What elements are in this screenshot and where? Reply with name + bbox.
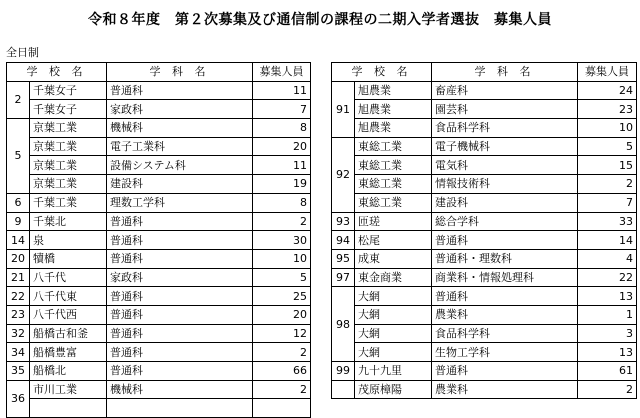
- table-row: [332, 305, 637, 324]
- table-row: [332, 249, 637, 268]
- school-number: 91: [332, 81, 355, 137]
- page-title: 令和８年度 第２次募集及び通信制の課程の二期入学者選抜 募集人員: [88, 12, 552, 28]
- table-row: [7, 287, 311, 306]
- course-name: 電子工業科: [107, 137, 253, 156]
- course-name: 家政科: [107, 100, 253, 119]
- enrollment-count: 22: [578, 268, 637, 287]
- school-name: 九十九里: [355, 362, 432, 381]
- school-name: 松尾: [355, 231, 432, 250]
- enrollment-count: 7: [578, 193, 637, 212]
- school-name: 船橋豊富: [30, 343, 107, 362]
- enrollment-count: 20: [253, 137, 311, 156]
- school-name: 千葉女子: [30, 81, 107, 100]
- enrollment-count: 14: [578, 231, 637, 250]
- enrollment-count: 2: [253, 343, 311, 362]
- school-number: 22: [7, 287, 30, 306]
- table-row: [7, 137, 311, 156]
- school-number: 93: [332, 212, 355, 231]
- enrollment-count: [253, 399, 311, 418]
- table-row: [7, 305, 311, 324]
- table-row: [7, 156, 311, 175]
- enrollment-count: 10: [578, 119, 637, 138]
- course-name: 普通科: [107, 343, 253, 362]
- school-number: 94: [332, 231, 355, 250]
- school-name: 匝瑳: [355, 212, 432, 231]
- school-name: 千葉女子: [30, 100, 107, 119]
- enrollment-count: 8: [253, 193, 311, 212]
- table-row: [332, 156, 637, 175]
- enrollment-count: 12: [253, 324, 311, 343]
- header-course: 学 科 名: [107, 63, 253, 82]
- school-name: 成東: [355, 249, 432, 268]
- table-row: [332, 119, 637, 138]
- school-name: 千葉北: [30, 212, 107, 231]
- course-name: 建設科: [107, 175, 253, 194]
- school-name: 東総工業: [355, 175, 432, 194]
- enrollment-count: 4: [578, 249, 637, 268]
- school-number: 14: [7, 231, 30, 250]
- table-row: [332, 324, 637, 343]
- header-row: [332, 63, 637, 82]
- table-row: [7, 343, 311, 362]
- school-name: 八千代: [30, 268, 107, 287]
- table-row: [7, 249, 311, 268]
- table-row: [332, 287, 637, 306]
- enrollment-count: 10: [253, 249, 311, 268]
- course-name: [107, 399, 253, 418]
- school-name: 茂原樟陽: [355, 380, 432, 399]
- course-name: 普通科: [107, 287, 253, 306]
- school-number: 9: [7, 212, 30, 231]
- school-number: 23: [7, 305, 30, 324]
- enrollment-count: 5: [253, 268, 311, 287]
- table-row: [332, 137, 637, 156]
- enrollment-count: 2: [578, 175, 637, 194]
- enrollment-count: 2: [253, 380, 311, 399]
- school-number: 36: [7, 380, 30, 417]
- table-row: [7, 399, 311, 418]
- school-name: 東総工業: [355, 193, 432, 212]
- school-name: 京葉工業: [30, 137, 107, 156]
- course-name: 設備システム科: [107, 156, 253, 175]
- table-row: [7, 212, 311, 231]
- school-name: 船橋古和釜: [30, 324, 107, 343]
- course-name: 理数工学科: [107, 193, 253, 212]
- course-name: 普通科: [107, 305, 253, 324]
- enrollment-count: 20: [253, 305, 311, 324]
- school-number: 98: [332, 287, 355, 362]
- course-name: 普通科: [107, 249, 253, 268]
- table-row: [332, 380, 637, 399]
- course-name: 畜産科: [432, 81, 578, 100]
- course-name: 普通科: [107, 362, 253, 381]
- school-name: 千葉工業: [30, 193, 107, 212]
- course-name: 電子機械科: [432, 137, 578, 156]
- section-label: 全日制: [6, 46, 39, 59]
- school-name: [30, 399, 107, 418]
- enrollment-count: 11: [253, 81, 311, 100]
- course-name: 生物工学科: [432, 343, 578, 362]
- school-name: 八千代西: [30, 305, 107, 324]
- school-name: 大網: [355, 287, 432, 306]
- table-row: [7, 100, 311, 119]
- table-row: [332, 362, 637, 381]
- school-number: 99: [332, 362, 355, 381]
- school-number: 21: [7, 268, 30, 287]
- school-number: 97: [332, 268, 355, 287]
- table-row: [332, 268, 637, 287]
- enrollment-count: 66: [253, 362, 311, 381]
- school-name: 大網: [355, 324, 432, 343]
- table-row: [7, 362, 311, 381]
- enrollment-count: 23: [578, 100, 637, 119]
- table-row: [332, 212, 637, 231]
- course-name: 商業科・情報処理科: [432, 268, 578, 287]
- table-row: [332, 193, 637, 212]
- school-number: [332, 380, 355, 399]
- table-row: [7, 119, 311, 138]
- school-number: 20: [7, 249, 30, 268]
- course-name: 食品科学科: [432, 119, 578, 138]
- enrollment-count: 1: [578, 305, 637, 324]
- school-name: 大網: [355, 305, 432, 324]
- enrollment-count: 15: [578, 156, 637, 175]
- table-row: [332, 175, 637, 194]
- enrollment-count: 25: [253, 287, 311, 306]
- table-row: [332, 81, 637, 100]
- enrollment-count: 19: [253, 175, 311, 194]
- school-number: 2: [7, 81, 30, 118]
- course-name: 普通科: [432, 362, 578, 381]
- enrollment-count: 8: [253, 119, 311, 138]
- school-name: 市川工業: [30, 380, 107, 399]
- table-row: [332, 231, 637, 250]
- school-number: 6: [7, 193, 30, 212]
- school-name: 東金商業: [355, 268, 432, 287]
- table-row: [7, 324, 311, 343]
- header-row: [7, 63, 311, 82]
- course-name: 食品科学科: [432, 324, 578, 343]
- enrollment-count: 11: [253, 156, 311, 175]
- school-name: 旭農業: [355, 119, 432, 138]
- school-name: 東総工業: [355, 156, 432, 175]
- school-name: 八千代東: [30, 287, 107, 306]
- table-row: [7, 81, 311, 100]
- enrollment-count: 13: [578, 287, 637, 306]
- school-number: 32: [7, 324, 30, 343]
- course-name: 普通科: [107, 231, 253, 250]
- course-name: 園芸科: [432, 100, 578, 119]
- school-name: 京葉工業: [30, 156, 107, 175]
- header-count: 募集人員: [253, 63, 311, 82]
- school-name: 犢橋: [30, 249, 107, 268]
- school-name: 旭農業: [355, 100, 432, 119]
- enrollment-count: 61: [578, 362, 637, 381]
- school-number: 92: [332, 137, 355, 212]
- table-row: [7, 231, 311, 250]
- left-enrollment-table: [6, 62, 311, 418]
- school-name: 京葉工業: [30, 119, 107, 138]
- enrollment-count: 7: [253, 100, 311, 119]
- enrollment-count: 3: [578, 324, 637, 343]
- school-name: 船橋北: [30, 362, 107, 381]
- header-school: 学 校 名: [7, 63, 107, 82]
- course-name: 情報技術科: [432, 175, 578, 194]
- school-name: 旭農業: [355, 81, 432, 100]
- school-number: 34: [7, 343, 30, 362]
- enrollment-count: 5: [578, 137, 637, 156]
- school-number: 5: [7, 119, 30, 194]
- enrollment-count: 33: [578, 212, 637, 231]
- course-name: 機械科: [107, 380, 253, 399]
- course-name: 農業科: [432, 380, 578, 399]
- course-name: 建設科: [432, 193, 578, 212]
- course-name: 普通科: [107, 81, 253, 100]
- school-name: 京葉工業: [30, 175, 107, 194]
- school-name: 泉: [30, 231, 107, 250]
- school-name: 大網: [355, 343, 432, 362]
- table-row: [7, 380, 311, 399]
- table-row: [332, 100, 637, 119]
- header-count: 募集人員: [578, 63, 637, 82]
- enrollment-count: 2: [578, 380, 637, 399]
- enrollment-count: 2: [253, 212, 311, 231]
- enrollment-count: 13: [578, 343, 637, 362]
- school-number: 95: [332, 249, 355, 268]
- table-row: [7, 175, 311, 194]
- course-name: 農業科: [432, 305, 578, 324]
- header-course: 学 科 名: [432, 63, 578, 82]
- course-name: 機械科: [107, 119, 253, 138]
- course-name: 総合学科: [432, 212, 578, 231]
- table-row: [332, 343, 637, 362]
- table-row: [7, 193, 311, 212]
- school-number: 35: [7, 362, 30, 381]
- table-row: [7, 268, 311, 287]
- right-enrollment-table: [331, 62, 637, 399]
- course-name: 普通科: [432, 231, 578, 250]
- enrollment-count: 24: [578, 81, 637, 100]
- course-name: 普通科: [107, 324, 253, 343]
- school-name: 東総工業: [355, 137, 432, 156]
- header-school: 学 校 名: [332, 63, 432, 82]
- course-name: 普通科: [107, 212, 253, 231]
- course-name: 電気科: [432, 156, 578, 175]
- course-name: 家政科: [107, 268, 253, 287]
- course-name: 普通科: [432, 287, 578, 306]
- enrollment-count: 30: [253, 231, 311, 250]
- course-name: 普通科・理数科: [432, 249, 578, 268]
